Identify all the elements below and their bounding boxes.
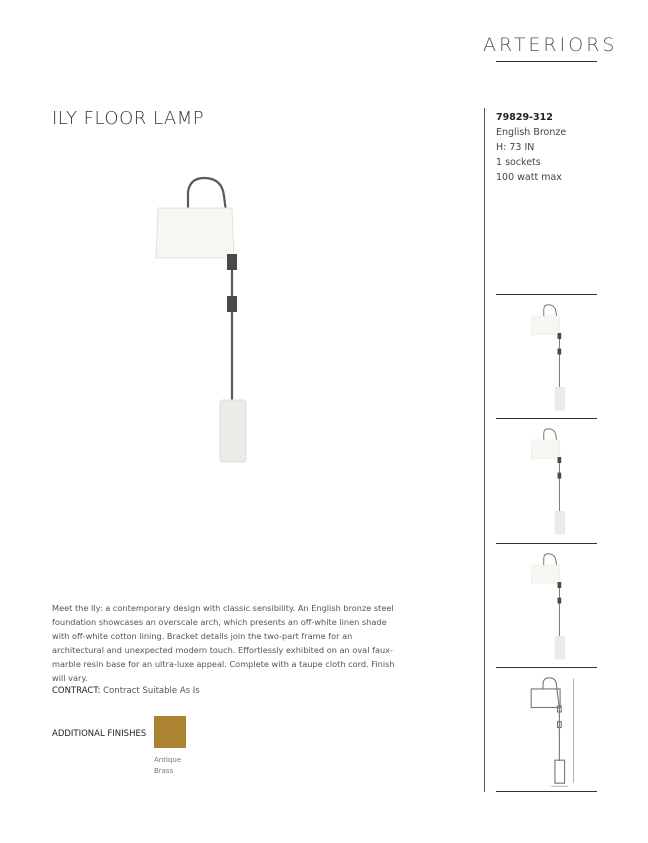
- divider: [484, 108, 485, 792]
- product-image: [140, 170, 260, 470]
- thumbnail-angle[interactable]: [500, 549, 595, 664]
- divider: [496, 418, 597, 419]
- spec-list: [496, 110, 566, 185]
- thumbnail-side[interactable]: [500, 424, 595, 539]
- contract-value: Contract Suitable As Is: [103, 686, 200, 696]
- contract-label: CONTRACT:: [52, 686, 101, 696]
- product-description: Meet the Ily: a contemporary design with classic sensibility. An English bronze steel foundation showcases an overscale arch, which presents an off-white linen shade with off-white cotton lining. Bracket details join the two-part frame for an architectural and unexpected modern touch. Effortlessly exhibited on an oval faux-marble resin base for an ultra-luxe appeal. Complete with a taupe cloth cord. Finish will vary.: [52, 603, 395, 683]
- divider: [496, 667, 597, 668]
- finish-swatch-name: Antique Brass: [154, 756, 182, 775]
- additional-finishes-label: ADDITIONAL FINISHES: [52, 729, 147, 739]
- thumbnail-dimensions[interactable]: [500, 673, 595, 788]
- divider: [496, 61, 597, 62]
- finish-swatch-antique-brass[interactable]: [154, 716, 186, 748]
- sku: 79829-312: [496, 112, 553, 123]
- height: H: 73 IN: [496, 142, 535, 153]
- divider: [496, 791, 597, 792]
- contract-info: [52, 686, 200, 696]
- sockets: 1 sockets: [496, 157, 541, 168]
- wattage: 100 watt max: [496, 172, 562, 183]
- divider: [496, 294, 597, 295]
- brand-logo: ARTERIORS: [483, 34, 618, 56]
- thumbnail-front[interactable]: [500, 300, 595, 415]
- finish: English Bronze: [496, 127, 567, 138]
- page-title: ILY FLOOR LAMP: [52, 108, 205, 129]
- divider: [496, 543, 597, 544]
